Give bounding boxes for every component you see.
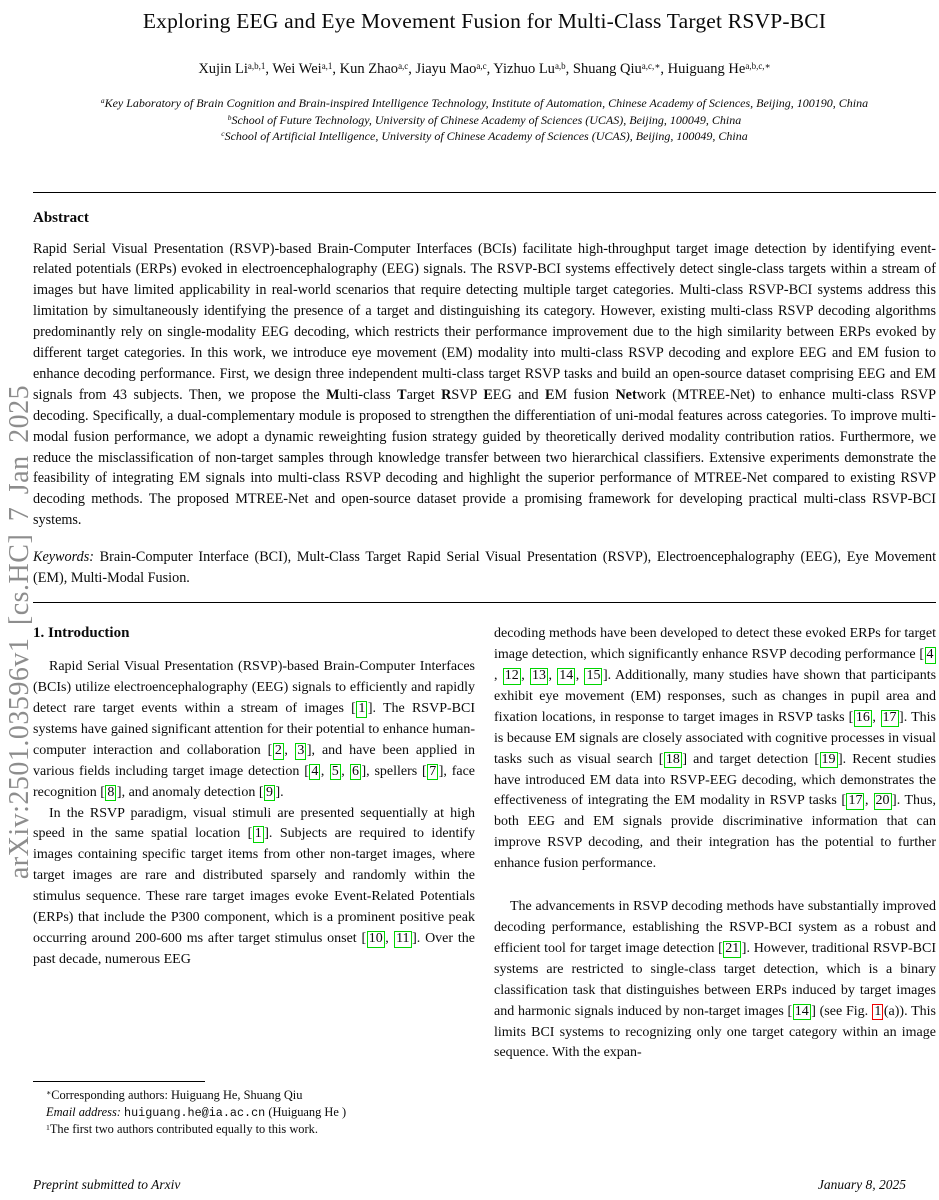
citation-link[interactable]: 17 [882, 709, 897, 725]
affiliation-list [33, 95, 936, 145]
left-column [33, 624, 475, 1140]
email-link[interactable]: huiguang.he@ia.ac.cn [124, 1105, 266, 1120]
affiliation-c: $^c$School of Artificial Intelligence, University of Chinese Academy of Sciences (UCAS), Beijing, 100049, China [221, 129, 748, 143]
citation-link[interactable]: 18 [665, 751, 680, 767]
citation-link[interactable]: 13 [531, 668, 546, 683]
affiliation-a: $^a$Key Laboratory of Brain Cognition and Brain-inspired Intelligence Technology, Institute of Automation, Chinese Academy of Sciences, Beijing, 100190, China [100, 96, 869, 110]
author-list: Xujin Li$^{a,b,1}$, Wei Wei$^{a,1}$, Kun Zhao$^{a,c}$, Jiayu Mao$^{a,c}$, Yizhuo Lu$^{a,b}$, Shuang Qiu$^{a,c,∗}$, Huiguang $He^{a,b,c,∗}$ [198, 60, 771, 77]
citation-link[interactable]: 1 [358, 701, 366, 716]
citation-link[interactable]: 9 [265, 784, 273, 800]
citation-link[interactable]: 21 [725, 940, 740, 956]
footnote-block [33, 1081, 475, 1138]
header-divider [33, 192, 936, 193]
citation-link[interactable]: 12 [504, 668, 519, 683]
citation-link[interactable]: 2 [274, 742, 282, 758]
intro-paragraph-1: Rapid Serial Visual Presentation (RSVP)-based Brain-Computer Interfaces (BCIs) utilize electroencephalography (EEG) signals to efficiently and rapidly detect rare target events within a stream of images [ 1 ]. The RSVP-BCI systems have gained significant attention for their potential to enhance human-computer interaction and collaboration [ 2 , 3 ], and have been applied in various fields including target image detection [ 4 , 5 , 6 ], spellers [ 7 ], face recognition [ 8 ], and anomaly detection [ 9 ]. [33, 659, 475, 800]
affiliation-b: $^b$School of Future Technology, University of Chinese Academy of Sciences (UCAS), Beijing, 100049, China [227, 112, 742, 127]
intro-paragraph-4: The advancements in RSVP decoding methods have substantially improved decoding performance, establishing the RSVP-BCI system as a robust and efficient tool for target image detection [ 21 ]. However, traditional RSVP-BCI systems are restricted to single-class target detection, which is a binary classification task that distinguishes between ERPs induced by target images and harmonic signals induced by non-target images [ 14 ] (see Fig. 1 (a)). This limits BCI systems to recognizing only one target category within an image sequence. With the expan- [494, 899, 936, 1061]
citation-link[interactable]: 20 [875, 793, 890, 809]
page-footer [33, 1177, 906, 1193]
intro-paragraph-2: In the RSVP paradigm, visual stimuli are presented sequentially at high speed in the same spatial location [ 1 ]. Subjects are required to identify images containing specific target items from other non-target images, where target images are rare and distributed sparsely and randomly within the stimulus sequence. These rare target images evoke Event-Related Potentials (ERPs) that include the P300 component, which is a prominent positive peak occurring around 200-600 ms after target stimulus onset [ 10 , 11 ]. Over the past decade, numerous EEG [33, 805, 476, 967]
citation-link[interactable]: 7 [429, 763, 437, 779]
citation-link[interactable]: 16 [855, 709, 870, 725]
keywords-line: Keywords: Brain-Computer Interface (BCI), Mult-Class Target Rapid Serial Visual Presentation (RSVP), Electroencephalography (EEG), Eye Movement (EM), Multi-Modal Fusion. [33, 549, 937, 587]
citation-link[interactable]: 4 [311, 763, 319, 779]
citation-link[interactable]: 14 [559, 668, 574, 683]
citation-link[interactable]: 15 [586, 668, 601, 683]
citation-link[interactable]: 1 [254, 826, 262, 842]
abstract-text: Rapid Serial Visual Presentation (RSVP)-based Brain-Computer Interfaces (BCIs) facilitate high-throughput target image detection by identifying event-related potentials (ERPs) evoked in electroencephalography (EEG) signals. The RSVP-BCI systems effectively detect single-class targets within a stream of images but have limited applicability in real-world scenarios that require detecting multiple target categories. Multi-class RSVP-BCI systems address this limitation by simultaneously identifying the presence of a target and distinguishing its category. However, existing multi-class RSVP decoding algorithms predominantly rely on single-modality EEG decoding, which restricts their performance improvement due to the high similarity between ERPs evoked by different target categories. In this work, we introduce eye movement (EM) modality into multi-class RSVP decoding and explore EEG and EM fusion to enhance decoding performance. First, we design three independent multi-class target RSVP tasks and build an open-source dataset comprising EEG and EM signals from 43 subjects. Then, we propose the Multi-class Target RSVP EEG and EM fusion Network (MTREE-Net) to enhance multi-class RSVP decoding. Specifically, a dual-complementary module is proposed to strengthen the differentiation of uni-modal features across categories. To improve multi-modal fusion performance, we adopt a dynamic reweighting fusion strategy guided by theoretically derived modality contribution ratios. Furthermore, we reduce the misclassification of non-target samples through knowledge transfer between two hierarchical classifiers. Extensive experiments demonstrate the feasibility of integrating EM signals into multi-class RSVP decoding and highlight the superior performance of MTREE-Net compared to existing RSVP decoding methods. The proposed MTREE-Net and open-source dataset provide a promising framework for developing practical multi-class RSVP-BCI systems. [33, 240, 936, 529]
citation-link[interactable]: 4 [926, 647, 934, 663]
abstract-heading: Abstract [33, 209, 89, 226]
citation-link[interactable]: 5 [331, 763, 339, 779]
footnote-corresponding-authors: ∗Corresponding authors: Huiguang He, Shuang Qiu [46, 1087, 303, 1102]
paper-page [33, 0, 936, 1140]
citation-link[interactable]: 17 [848, 793, 863, 809]
footnote-email: Email address: huiguang.he@ia.ac.cn (Huiguang He ) [46, 1104, 347, 1120]
right-column [494, 624, 936, 1140]
citation-link[interactable]: 6 [352, 763, 359, 779]
paper-title: Exploring EEG and Eye Movement Fusion for Multi-Class Target RSVP-BCI [142, 9, 827, 33]
footnote-equal-contribution: $^1$The first two authors contributed equally to this work. [46, 1122, 318, 1137]
footer-date: January 8, 2025 [817, 1177, 906, 1192]
section-heading-introduction: 1. Introduction [33, 625, 130, 642]
citation-link[interactable]: 10 [368, 930, 383, 946]
footer-preprint-note: Preprint submitted to Arxiv [33, 1177, 181, 1192]
citation-link[interactable]: 14 [794, 1003, 809, 1019]
arxiv-watermark: arXiv:2501.03596v1 [cs.HC] 7 Jan 2025 [4, 384, 35, 880]
citation-link[interactable]: 3 [297, 742, 305, 758]
citation-link[interactable]: 8 [107, 784, 115, 800]
footnote-rule [33, 1081, 205, 1082]
two-column-body [33, 624, 936, 1140]
intro-paragraph-3: decoding methods have been developed to detect these evoked ERPs for target image detection, which significantly enhance RSVP decoding performance [ 4, 12 , 13 , 14 , 15 ]. Additionally, many studies have shown that participants exhibit eye movement (EM) responses, such as changes in pupil area and fixation locations, in response to target images in RSVP tasks [ 16 , 17 ]. This is because EM signals are closely associated with cognitive processes in visual tasks such as visual search [ 18 ] and target detection [ 19 ]. Recent studies have introduced EM data into RSVP-EEG decoding, which demonstrates the effectiveness of integrating the EM modality in RSVP tasks [ 17 , 20 ]. Thus, both EEG and EM signals provide discriminative information that can improve RSVP decoding, and their integration has the potential to further enhance fusion performance. [494, 626, 937, 872]
figure-link[interactable]: 1 [874, 1003, 882, 1019]
citation-link[interactable]: 11 [396, 930, 410, 946]
citation-link[interactable]: 19 [821, 751, 836, 767]
abstract-divider [33, 602, 936, 603]
